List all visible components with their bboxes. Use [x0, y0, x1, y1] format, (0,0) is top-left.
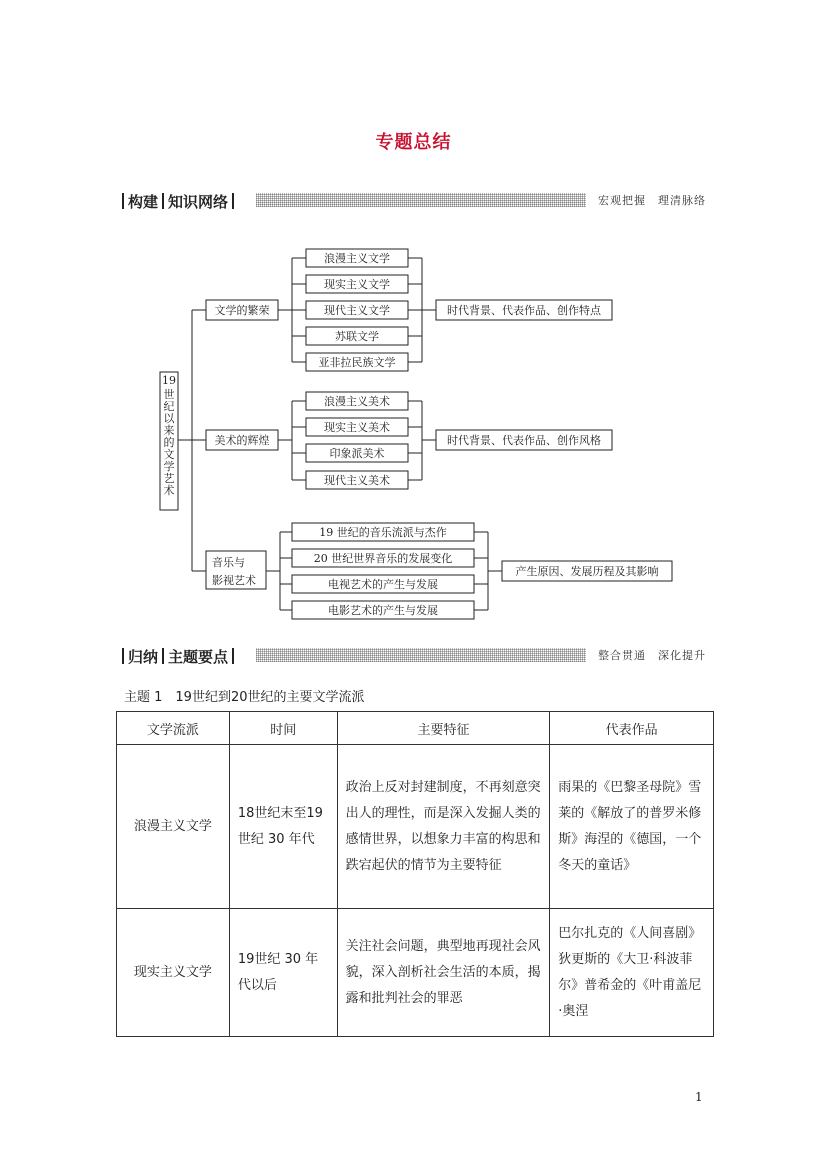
leaf-romantic-literature: 浪漫主义文学: [324, 252, 390, 265]
literature-schools-table: [116, 711, 714, 1037]
divider: [122, 648, 124, 664]
summary-label-music-film: 产生原因、发展历程及其影响: [515, 565, 659, 578]
leaf-film-art: 电影艺术的产生与发展: [328, 604, 438, 617]
leaf-realist-literature: 现实主义文学: [324, 278, 390, 291]
leaf-modernist-literature: 现代主义文学: [324, 304, 390, 317]
root-label-line-1: 19: [162, 374, 176, 387]
section-pattern: [256, 193, 586, 207]
cell-feature: 关注社会问题，典型地再现社会风貌，深入剖析社会生活的本质，揭露和批判社会的罪恶: [337, 909, 550, 1037]
leaf-soviet-literature: 苏联文学: [335, 330, 379, 343]
topic-title: 主题 1 19世纪到20世纪的主要文学流派: [124, 690, 365, 705]
cell-works: 雨果的《巴黎圣母院》雪莱的《解放了的普罗米修斯》海涅的《德国，一个冬天的童话》: [550, 745, 714, 909]
leaf-afro-asian-literature: 亚非拉民族文学: [318, 356, 396, 369]
divider: [162, 193, 164, 209]
section-label-a: 构建: [128, 192, 159, 211]
cell-feature: 政治上反对封建制度，不再刻意突出人的理性，而是深入发掘人类的感情世界，以想象力丰富的构思和跌宕起伏的情节为主要特征: [337, 745, 550, 909]
summary-label-art: 时代背景、代表作品、创作风格: [447, 434, 601, 447]
header-school: 文学流派: [117, 712, 230, 745]
cell-time: 18世纪末至19世纪 30 年代: [229, 745, 337, 909]
leaf-19c-music: 19 世纪的音乐流派与杰作: [319, 526, 447, 539]
header-time: 时间: [229, 712, 337, 745]
leaf-20c-music: 20 世纪世界音乐的发展变化: [313, 552, 453, 565]
section-subtitle: 宏观把握 理清脉络: [598, 194, 706, 207]
page-title: 专题总结: [375, 132, 452, 153]
table-row: [117, 745, 714, 909]
leaf-tv-art: 电视艺术的产生与发展: [328, 578, 438, 591]
table-header-row: [117, 712, 714, 745]
leaf-romantic-art: 浪漫主义美术: [324, 395, 390, 408]
header-feature: 主要特征: [337, 712, 550, 745]
branch-label-music-film-line2: 影视艺术: [212, 574, 256, 587]
page-number: 1: [695, 1090, 703, 1104]
section-label-b: 主题要点: [168, 647, 229, 666]
divider: [162, 648, 164, 664]
section-label-a: 归纳: [128, 647, 159, 666]
section-pattern: [256, 648, 586, 662]
cell-school: 浪漫主义文学: [117, 745, 230, 909]
leaf-realist-art: 现实主义美术: [324, 421, 390, 434]
branch-label-literature: 文学的繁荣: [214, 304, 270, 317]
summary-label-literature: 时代背景、代表作品、创作特点: [447, 304, 601, 317]
section-header-topic-points: [118, 645, 710, 667]
divider: [122, 193, 124, 209]
cell-time: 19世纪 30 年代以后: [229, 909, 337, 1037]
branch-label-music-film-line1: 音乐与: [212, 556, 245, 569]
divider: [232, 193, 234, 209]
section-label-b: 知识网络: [168, 192, 229, 211]
branch-label-art: 美术的辉煌: [214, 434, 270, 447]
table-row: [117, 909, 714, 1037]
section-subtitle: 整合贯通 深化提升: [598, 649, 706, 662]
leaf-impressionist-art: 印象派美术: [329, 447, 385, 460]
cell-works: 巴尔扎克的《人间喜剧》狄更斯的《大卫·科波菲尔》普希金的《叶甫盖尼·奥涅: [550, 909, 714, 1037]
header-works: 代表作品: [550, 712, 714, 745]
leaf-modernist-art: 现代主义美术: [324, 474, 390, 487]
divider: [232, 648, 234, 664]
cell-school: 现实主义文学: [117, 909, 230, 1037]
root-label: 世纪以来的文学艺术: [163, 388, 175, 497]
section-header-knowledge-network: [118, 190, 710, 212]
